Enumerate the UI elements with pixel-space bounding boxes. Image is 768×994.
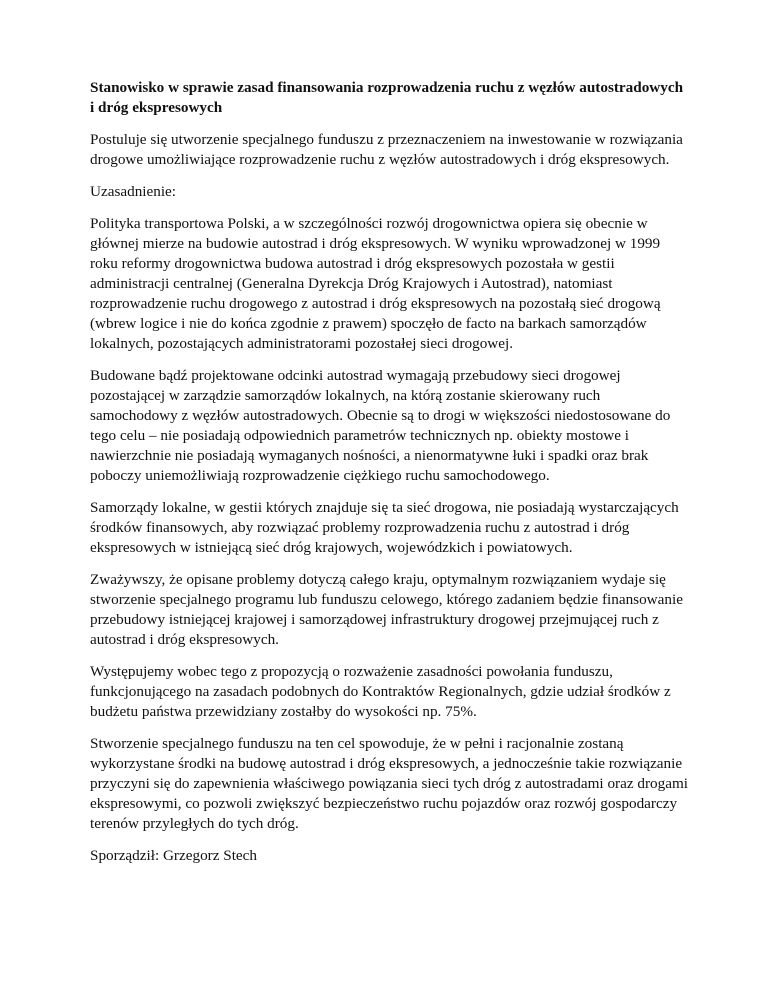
- document-page: [90, 78, 690, 878]
- paragraph-postulate: Postuluje się utworzenie specjalnego funduszu z przeznaczeniem na inwestowanie w rozwiązania drogowe umożliwiające rozprowadzenie ruchu z węzłów autostradowych i dróg ekspresowych.: [90, 131, 683, 168]
- document-title: Stanowisko w sprawie zasad finansowania rozprowadzenia ruchu z węzłów autostradowych i dróg ekspresowych: [90, 79, 684, 116]
- author-signature: Sporządził: Grzegorz Stech: [90, 847, 257, 864]
- paragraph-proposal: Występujemy wobec tego z propozycją o rozważenie zasadności powołania funduszu, funkcjonującego na zasadach podobnych do Kontraktów Regionalnych, gdzie udział środków z budżetu państwa przewidziany zostałby do wysokości np. 75%.: [90, 663, 671, 720]
- paragraph-transport-policy: Polityka transportowa Polski, a w szczególności rozwój drogownictwa opiera się obecnie w głównej mierze na budowie autostrad i dróg ekspresowych. W wyniku wprowadzonej w 1999 roku reformy drogownictwa budowa autostrad i dróg ekspresowych pozostała w gestii administracji centralnej (Generalna Dyrekcja Dróg Krajowych i Autostrad), natomiast rozprowadzenie ruchu drogowego z autostrad i dróg ekspresowych na pozostałą sieć drogową (wbrew logice i nie do końca zgodnie z prawem) spoczęło de facto na barkach samorządów lokalnych, pozostających administratorami pozostałej sieci drogowej.: [90, 215, 661, 352]
- paragraph-benefits: Stworzenie specjalnego funduszu na ten cel spowoduje, że w pełni i racjonalnie zostaną wykorzystane środki na budowę autostrad i dróg ekspresowych, a jednocześnie takie rozwiązanie przyczyni się do zapewnienia właściwego powiązania sieci tych dróg z autostradami oraz drogami ekspresowymi, co pozwoli zwiększyć bezpieczeństwo ruchu pojazdów oraz rozwój gospodarczy terenów przyległych do tych dróg.: [90, 735, 688, 832]
- paragraph-special-fund: Zważywszy, że opisane problemy dotyczą całego kraju, optymalnym rozwiązaniem wydaje się stworzenie specjalnego programu lub funduszu celowego, którego zadaniem będzie finansowanie przebudowy istniejącej krajowej i samorządowej infrastruktury drogowej przejmującej ruch z autostrad i dróg ekspresowych.: [90, 571, 683, 648]
- paragraph-justification-heading: Uzasadnienie:: [90, 183, 177, 200]
- paragraph-motorway-sections: Budowane bądź projektowane odcinki autostrad wymagają przebudowy sieci drogowej pozostającej w zarządzie samorządów lokalnych, na którą zostanie skierowany ruch samochodowy z węzłów autostradowych. Obecnie są to drogi w większości niedostosowane do tego celu – nie posiadają odpowiednich parametrów technicznych np. obiekty mostowe i nawierzchnie nie posiadają wymaganych nośności, a nienormatywne łuki i spadki oraz brak poboczy uniemożliwiają rozprowadzenie ciężkiego ruchu samochodowego.: [90, 367, 671, 484]
- paragraph-local-governments: Samorządy lokalne, w gestii których znajduje się ta sieć drogowa, nie posiadają wystarczających środków finansowych, aby rozwiązać problemy rozprowadzenia ruchu z autostrad i dróg ekspresowych w istniejącą sieć dróg krajowych, wojewódzkich i powiatowych.: [90, 499, 679, 556]
